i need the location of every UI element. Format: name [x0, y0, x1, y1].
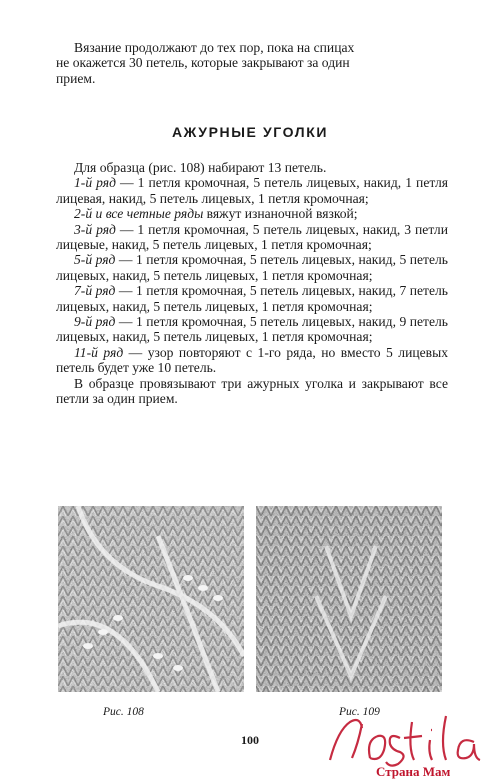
- intro-line-1: Вязание продолжают до тех пор, пока на спицах: [74, 40, 355, 55]
- row-9-text: — 1 петля кромочная, 5 петель лицевых, накид, 9 петель лицевых, накид, 5 петель лицевых, 1 петля кромочная;: [56, 314, 448, 345]
- figure-108-photo: [58, 506, 244, 692]
- row-11-label: 11-й ряд: [74, 344, 124, 360]
- watermark-text: Страна Мам: [376, 764, 451, 779]
- row-5-text: — 1 петля кромочная, 5 петель лицевых, накид, 5 петель лицевых, накид, 5 петель лицевых, 1 петля кромочная;: [56, 252, 448, 283]
- row-11-text: — узор повторяют с 1-го ряда, но вместо 5 лицевых петель будет уже 10 петель.: [56, 344, 449, 376]
- knit-sample-109: [256, 506, 442, 692]
- row-5-label: 5-й ряд: [74, 252, 116, 268]
- row-9-label: 9-й ряд: [74, 314, 116, 330]
- row-9-instruction: [56, 314, 448, 345]
- page-number: 100: [241, 733, 259, 747]
- figure-108-caption: Рис. 108: [103, 706, 144, 718]
- closing-sentence: В образце провязывают три ажурных уголка и закрывают все петли за один прием.: [56, 375, 448, 407]
- intro-sentence: Для образца (рис. 108) набирают 13 петель.: [74, 160, 327, 175]
- pattern-instructions: [56, 160, 448, 407]
- row-1-text: — 1 петля кромочная, 5 петель лицевых, накид, 1 петля лицевая, накид, 5 петель лицевых, 1 петля кромочная;: [56, 175, 448, 206]
- row-7-label: 7-й ряд: [74, 283, 116, 299]
- row-5-instruction: [56, 252, 448, 283]
- row-1-instruction: [56, 175, 448, 206]
- row-7-text: — 1 петля кромочная, 5 петель лицевых, накид, 7 петель лицевых, накид, 5 петель лицевых, 1 петля кромочная;: [56, 283, 448, 314]
- intro-line-2: не окажется 30 петель, которые закрывают за один: [56, 55, 350, 71]
- figure-109-photo: [256, 506, 442, 692]
- row-3-instruction: [56, 222, 448, 253]
- row-2-text: вяжут изнаночной вязкой;: [203, 206, 358, 222]
- row-3-label: 3-й ряд: [74, 221, 116, 237]
- row-2-instruction: [56, 206, 448, 221]
- knit-sample-108: [58, 506, 244, 692]
- figure-109-caption: Рис. 109: [339, 706, 380, 718]
- row-3-text: — 1 петля кромочная, 5 петель лицевых, накид, 3 петли лицевые, накид, 5 петель лицевых, 1 петля кромочная;: [56, 221, 448, 253]
- intro-paragraph: [56, 40, 448, 86]
- row-1-label: 1-й ряд: [74, 175, 116, 191]
- intro-line-3: прием.: [56, 70, 96, 86]
- row-2-label: 2-й и все четные ряды: [74, 206, 204, 222]
- section-heading: АЖУРНЫЕ УГОЛКИ: [171, 124, 329, 140]
- row-11-instruction: [56, 345, 448, 376]
- row-7-instruction: [56, 283, 448, 314]
